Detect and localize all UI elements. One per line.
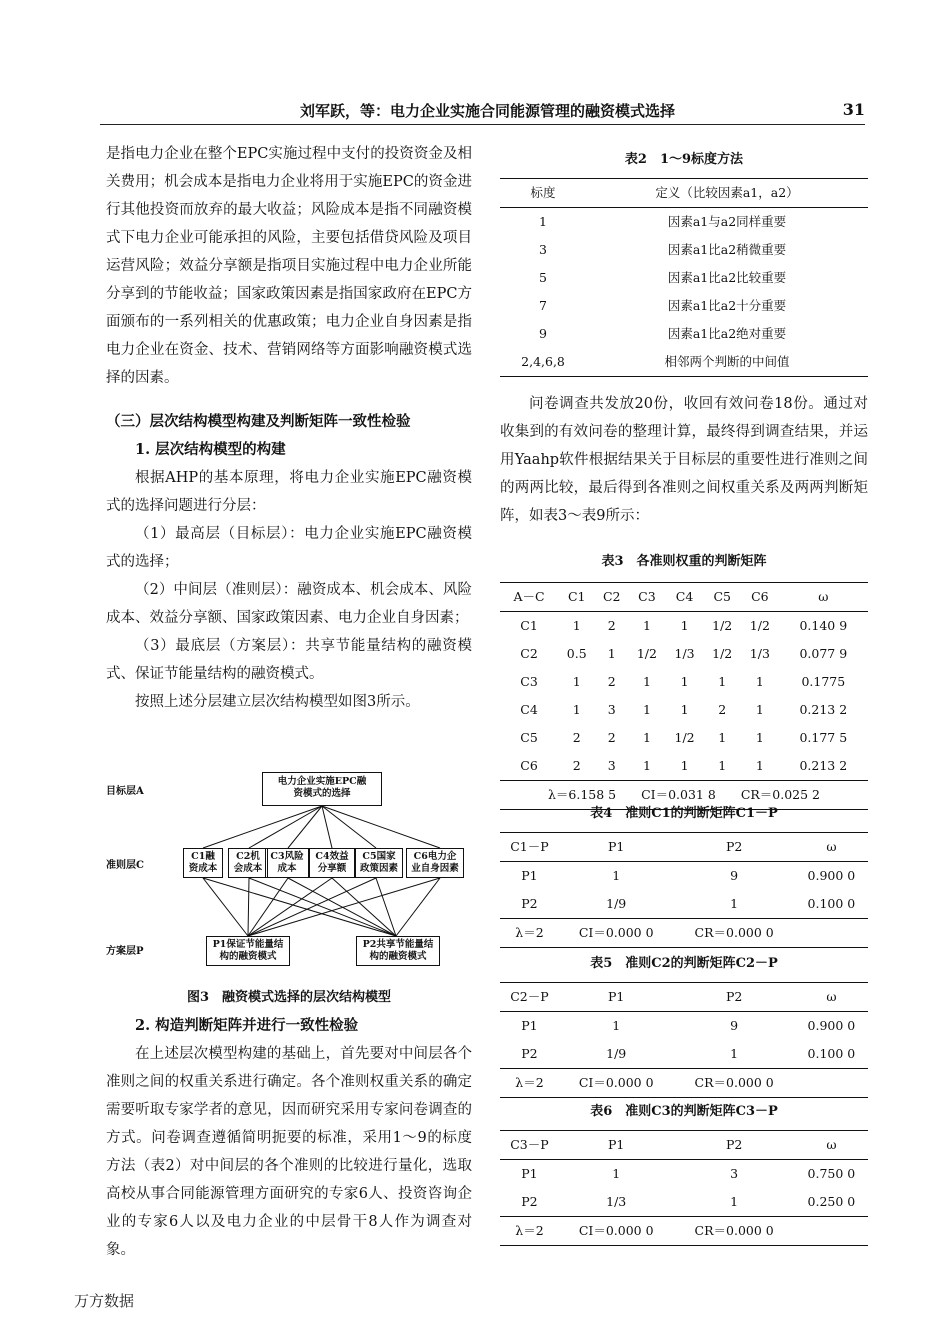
table-cell: 1	[755, 758, 764, 773]
table-footer: λ＝2	[515, 1223, 544, 1238]
table-cell: 1	[755, 702, 764, 717]
table-cell: 1	[718, 758, 727, 773]
table-header: P2	[673, 1131, 794, 1160]
table-cell: 因素a1比a2绝对重要	[667, 326, 787, 341]
table-cell: 1	[755, 730, 764, 745]
table-cell: 1/2	[636, 646, 657, 661]
figure-caption: 图3 融资模式选择的层次结构模型	[186, 990, 392, 1005]
table-cell: 1	[572, 618, 581, 633]
table-cell: 1	[607, 646, 616, 661]
table-header: C5	[703, 583, 741, 612]
table3	[500, 548, 868, 810]
table-cell: 0.900 0	[807, 1018, 856, 1033]
table-caption: 表3 各准则权重的判断矩阵	[601, 554, 767, 569]
subsection-heading: 2. 构造判断矩阵并进行一致性检验	[135, 1017, 359, 1034]
table-cell: P2	[500, 1040, 559, 1069]
table-cell: C5	[520, 730, 538, 745]
table-cell: 5	[539, 270, 547, 285]
table-cell: 1/3	[674, 646, 695, 661]
table-cell: P2	[500, 890, 559, 919]
table-cell: 3	[607, 702, 616, 717]
layer-label-options: 方案层P	[106, 946, 144, 957]
table-cell: P1	[521, 1166, 538, 1181]
running-header	[100, 100, 865, 125]
table-footer: CI＝0.000 0	[578, 925, 654, 940]
table-cell: C6	[520, 758, 538, 773]
right-paragraph	[500, 390, 868, 530]
table-header: C1－P	[500, 833, 559, 862]
table-header: ω	[795, 1131, 868, 1160]
table-header: C1	[558, 583, 595, 612]
table-cell: C2	[520, 646, 538, 661]
running-title: 刘军跃，等：电力企业实施合同能源管理的融资模式选择	[300, 102, 676, 120]
left-column-bottom	[106, 1012, 472, 1264]
table-cell: 1	[680, 674, 689, 689]
table-cell: 3	[539, 242, 547, 257]
table-cell: 0.900 0	[807, 868, 856, 883]
table-header: C2	[595, 583, 628, 612]
table-cell: 2	[607, 618, 616, 633]
table6	[500, 1098, 868, 1246]
table-header: P1	[559, 1131, 674, 1160]
table-cell: 1	[755, 674, 764, 689]
table-cell: 2	[572, 730, 581, 745]
table-header: C3	[628, 583, 666, 612]
section-heading: （三）层次结构模型构建及判断矩阵一致性检验	[106, 413, 411, 430]
table-footer: λ＝2	[515, 1075, 544, 1090]
table-cell: 1	[642, 758, 651, 773]
table-cell: 1	[612, 1018, 621, 1033]
table-cell: 0.213 2	[799, 758, 848, 773]
paragraph: （3）最底层（方案层）：共享节能量结构的融资模式、保证节能量结构的融资模式。	[106, 638, 472, 682]
goal-box: 电力企业实施EPC融资模式的选择	[262, 772, 382, 806]
table4	[500, 800, 868, 948]
paragraph: 按照上述分层建立层次结构模型如图3所示。	[135, 694, 420, 710]
table-footer: CI＝0.000 0	[578, 1075, 654, 1090]
table-cell: 3	[730, 1166, 739, 1181]
paragraph: 根据AHP的基本原理，将电力企业实施EPC融资模式的选择问题进行分层：	[106, 470, 472, 514]
table-footer: CR＝0.000 0	[694, 1075, 774, 1090]
criterion-box: C3风险成本	[265, 848, 309, 878]
table-cell: C1	[520, 618, 538, 633]
table5	[500, 950, 868, 1098]
table-cell: 0.5	[566, 646, 587, 661]
layer-label-criteria: 准则层C	[106, 860, 144, 871]
criterion-box: C5国家政策因素	[355, 848, 403, 878]
table-cell: 1	[680, 618, 689, 633]
criterion-box: C6电力企业自身因素	[406, 848, 464, 878]
table-header: 定义（比较因素a1，a2）	[586, 179, 868, 208]
table-header: P2	[673, 983, 794, 1012]
table-caption: 表4 准则C1的判断矩阵C1－P	[590, 806, 778, 821]
table-header: C4	[666, 583, 704, 612]
table-header: A－C	[500, 583, 558, 612]
table-cell: 1	[673, 890, 794, 919]
table-header: 标度	[500, 179, 586, 208]
table-cell: 9	[730, 1018, 739, 1033]
table-footer: CI＝0.000 0	[578, 1223, 654, 1238]
table-header: C2－P	[500, 983, 559, 1012]
page-number: 31	[842, 100, 865, 119]
table-cell: 1/2	[712, 646, 733, 661]
table-cell: 2	[607, 730, 616, 745]
source-watermark: 万方数据	[74, 1292, 135, 1310]
table-cell: 1	[572, 702, 581, 717]
table-cell: 1	[680, 758, 689, 773]
table-cell: C3	[520, 674, 538, 689]
table2	[500, 146, 868, 377]
subsection-heading: 1. 层次结构模型的构建	[135, 441, 286, 458]
table-caption: 表5 准则C2的判断矩阵C2－P	[590, 956, 778, 971]
table-footer: λ＝2	[515, 925, 544, 940]
table-cell: 因素a1比a2稍微重要	[667, 242, 787, 257]
option-box: P2共享节能量结构的融资模式	[356, 936, 440, 966]
table-cell: 1	[718, 674, 727, 689]
table-cell: P1	[521, 1018, 538, 1033]
left-column	[106, 140, 472, 716]
table-cell: 9	[539, 326, 547, 341]
table-header: C6	[741, 583, 779, 612]
table-cell: 1/9	[559, 1040, 674, 1069]
paragraph: 在上述层次模型构建的基础上，首先要对中间层各个准则之间的权重关系进行确定。各个准则权重关系的确定需要听取专家学者的意见，因而研究采用专家问卷调查的方式。问卷调查遵循简明扼要的标准，采用1～9的标度方法（表2）对中间层的各个准则的比较进行量化，选取高校从事合同能源管理方面研究的专家6人、投资咨询企业的专家6人以及电力企业的中层骨干8人作为调查对象。	[106, 1046, 472, 1258]
table-header: ω	[795, 983, 868, 1012]
table-cell: 1	[718, 730, 727, 745]
table-header: P1	[559, 833, 674, 862]
table-cell: 1	[539, 214, 547, 229]
table-cell: 1/3	[559, 1188, 674, 1217]
table-cell: 0.213 2	[799, 702, 848, 717]
table-cell: 1	[612, 1166, 621, 1181]
paragraph: 问卷调查共发放20份，收回有效问卷18份。通过对收集到的有效问卷的整理计算，最终得到调查结果，并运用Yaahp软件根据结果关于目标层的重要性进行准则之间的两两比较，最后得到各准则之间权重关系及两两判断矩阵，如表3～表9所示：	[500, 396, 868, 524]
table-cell: P1	[521, 868, 538, 883]
table-cell: 0.177 5	[799, 730, 848, 745]
table-header: ω	[795, 833, 868, 862]
table-cell: 2	[607, 674, 616, 689]
criterion-box: C4效益分享额	[309, 848, 355, 878]
table-cell: 1	[642, 702, 651, 717]
table-caption: 表2 1～9标度方法	[624, 152, 744, 167]
table-cell: 1/3	[749, 646, 770, 661]
table-header: P1	[559, 983, 674, 1012]
option-box: P1保证节能量结构的融资模式	[206, 936, 290, 966]
table-cell: 2,4,6,8	[521, 354, 565, 369]
table-cell: 1/2	[674, 730, 695, 745]
table-cell: 1/2	[712, 618, 733, 633]
table-header: C3－P	[500, 1131, 559, 1160]
table-cell: 2	[572, 758, 581, 773]
table-cell: 1	[642, 674, 651, 689]
table-cell: P2	[500, 1188, 559, 1217]
table-cell: 1	[673, 1188, 794, 1217]
table-cell: 0.100 0	[795, 1040, 868, 1069]
table-cell: 0.077 9	[799, 646, 848, 661]
table-cell: 因素a1比a2比较重要	[667, 270, 787, 285]
table-footer: λ＝6.158 5 CI＝0.031 8 CR＝0.025 2	[547, 787, 821, 802]
table-cell: 1	[612, 868, 621, 883]
table-cell: 1	[673, 1040, 794, 1069]
layer-label-goal: 目标层A	[106, 786, 144, 797]
table-cell: 9	[730, 868, 739, 883]
table-cell: C4	[520, 702, 538, 717]
paragraph: （1）最高层（目标层）：电力企业实施EPC融资模式的选择；	[106, 526, 472, 570]
table-cell: 1	[572, 674, 581, 689]
paragraph: （2）中间层（准则层）：融资成本、机会成本、风险成本、效益分享额、国家政策因素、电力企业自身因素；	[106, 582, 472, 626]
table-cell: 0.140 9	[799, 618, 848, 633]
table-cell: 0.750 0	[807, 1166, 856, 1181]
table-cell: 0.1775	[801, 674, 846, 689]
table-footer: CR＝0.000 0	[694, 1223, 774, 1238]
table-cell: 3	[607, 758, 616, 773]
table-cell: 1	[642, 730, 651, 745]
table-header: ω	[779, 583, 868, 612]
criterion-box: C2机会成本	[228, 848, 268, 878]
table-footer: CR＝0.000 0	[694, 925, 774, 940]
table-cell: 0.100 0	[795, 890, 868, 919]
table-header: P2	[673, 833, 794, 862]
table-caption: 表6 准则C3的判断矩阵C3－P	[590, 1104, 778, 1119]
table-cell: 相邻两个判断的中间值	[664, 354, 790, 369]
table-cell: 1	[680, 702, 689, 717]
table-cell: 2	[718, 702, 727, 717]
table-cell: 因素a1比a2十分重要	[667, 298, 787, 313]
criterion-box: C1融资成本	[183, 848, 223, 878]
table-cell: 1/9	[559, 890, 674, 919]
table-cell: 1/2	[749, 618, 770, 633]
table-cell: 0.250 0	[795, 1188, 868, 1217]
paragraph: 是指电力企业在整个EPC实施过程中支付的投资资金及相关费用；机会成本是指电力企业将用于实施EPC的资金进行其他投资而放弃的最大收益；风险成本是指不同融资模式下电力企业可能承担的风险，主要包括借贷风险及项目运营风险；效益分享额是指项目实施过程中电力企业所能分享到的节能收益；国家政策因素是指国家政府在EPC方面颁布的一系列相关的优惠政策；电力企业自身因素是指电力企业在资金、技术、营销网络等方面影响融资模式选择的因素。	[106, 146, 472, 386]
table-cell: 因素a1与a2同样重要	[667, 214, 787, 229]
table-cell: 1	[642, 618, 651, 633]
table-cell: 7	[539, 298, 547, 313]
hierarchy-figure	[106, 770, 472, 980]
